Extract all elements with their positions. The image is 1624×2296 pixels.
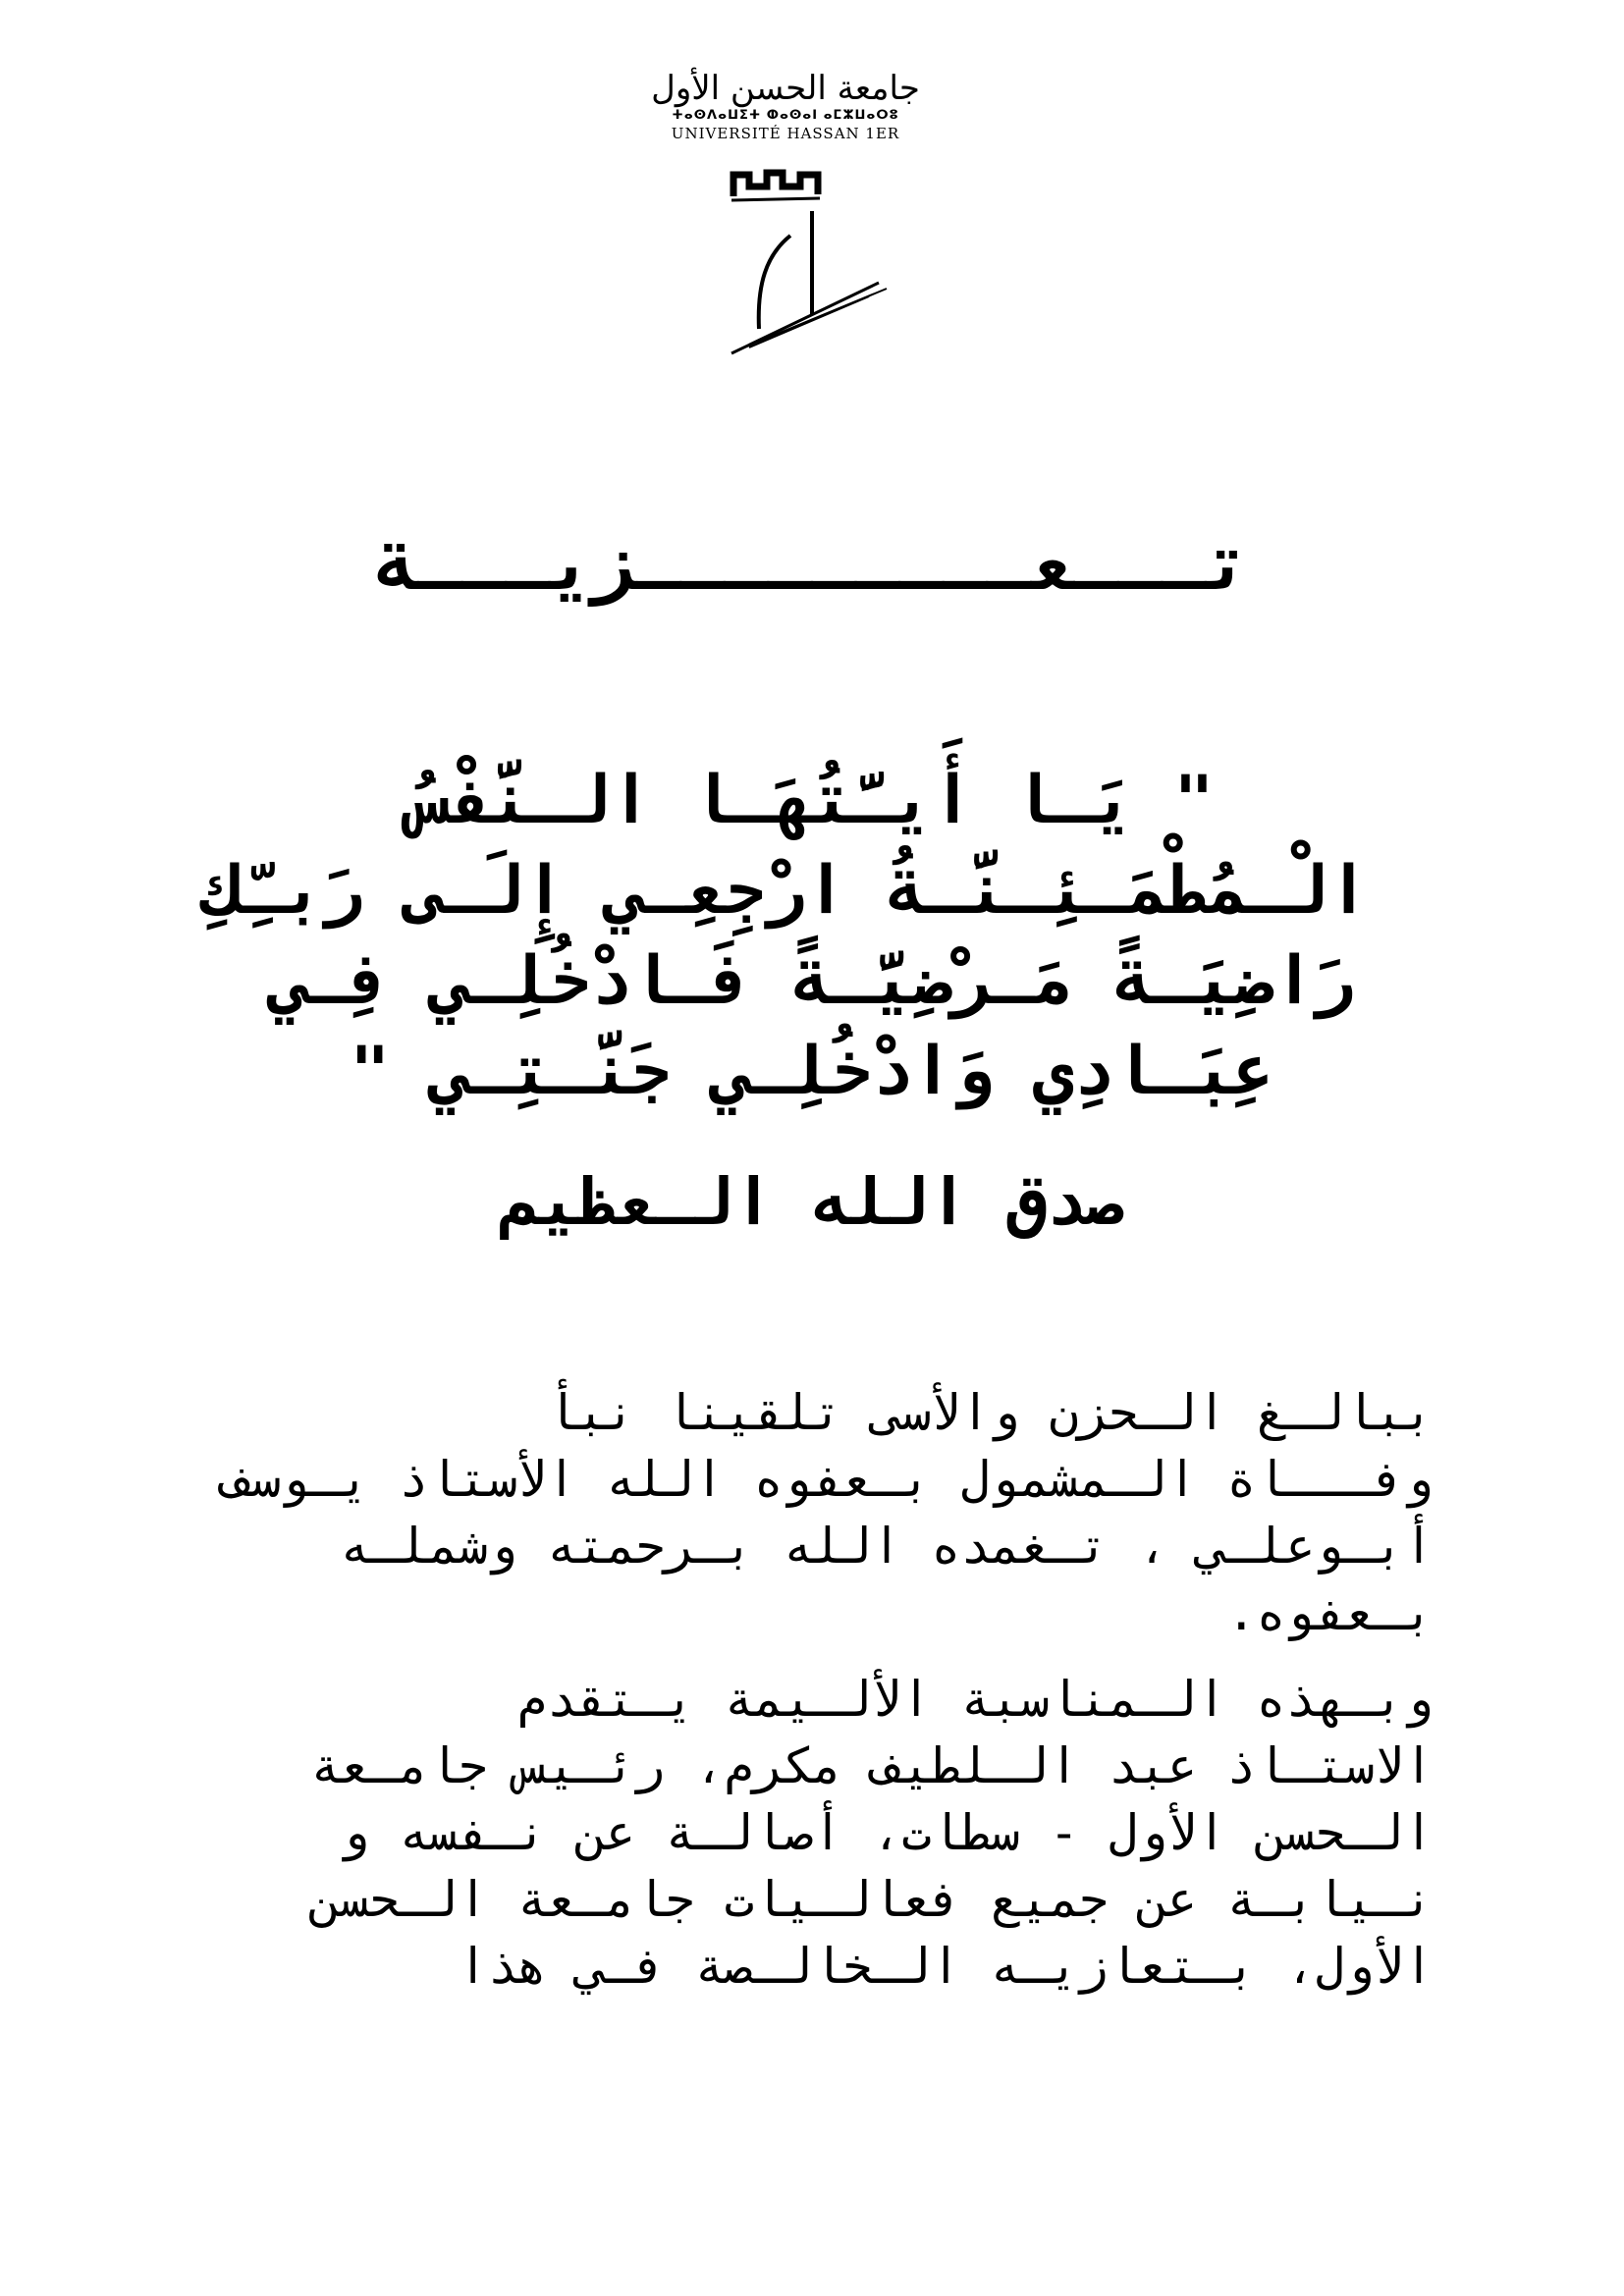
- university-logo: [628, 69, 943, 402]
- body-line: نـيابـة عن جميع فعالـيات جامـعة الـحسن: [310, 1871, 1434, 1928]
- body-line: وبـهذه الـمناسبة الألـيمة يـتقدم: [516, 1671, 1434, 1728]
- body-line: وفـــاة الـمشمول بـعفوه الله الأستاذ يـوسف: [221, 1451, 1434, 1508]
- logo-arabic-name: جامعة الحسن الأول: [651, 69, 920, 108]
- body-line: الأول، بـتعازيـه الـخالـصة فـي هذا: [458, 1938, 1434, 1995]
- verse-closing: صدق الله الـعظيم: [500, 1164, 1124, 1240]
- tower-emblem-icon: [673, 157, 898, 363]
- paragraph: [187, 1666, 1434, 2000]
- verse-line: رَاضِيَـةً مَـرْضِيَّـةً فَـادْخُلِـي فِـي: [269, 942, 1355, 1020]
- paragraph: [187, 1379, 1434, 1646]
- body-line: بـعفوه.: [1226, 1584, 1434, 1641]
- verse-line: الْـمُطْمَـئِـنَّـةُ ارْجِعِـي إِلَـى رَبـِّكِ: [202, 852, 1369, 930]
- condolence-body: [187, 1379, 1434, 2019]
- logo-french-name: UNIVERSITÉ HASSAN 1ER: [671, 125, 900, 142]
- body-line: الـحسن الأول - سطات، أصالـة عن نـفسه و: [340, 1804, 1434, 1861]
- body-line: الاستـاذ عبد الـلطيف مكرم، رئـيس جامـعة: [310, 1737, 1434, 1794]
- verse-line: " يَـا أَيـَّتُهَـا الـنَّفْسُ: [409, 762, 1215, 839]
- quran-verse: [202, 756, 1369, 1117]
- logo-tifinagh-name: ⵜⴰⵙⴷⴰⵡⵉⵜ ⵀⴰⵙⴰⵏ ⴰⵎⵣⵡⴰⵔⵓ: [672, 108, 899, 123]
- body-line: أبـوعلـي ، تـغمده الله بـرحمته وشملـه: [340, 1518, 1434, 1575]
- page-title: تـــعـــــــــزيـــة: [374, 522, 1250, 607]
- verse-line: عِبَـادِي وَادْخُلِـي جَنَّـتِـي ": [350, 1033, 1274, 1110]
- body-line: ببالـغ الـحزن والأسى تلقينا نبأ: [546, 1384, 1434, 1441]
